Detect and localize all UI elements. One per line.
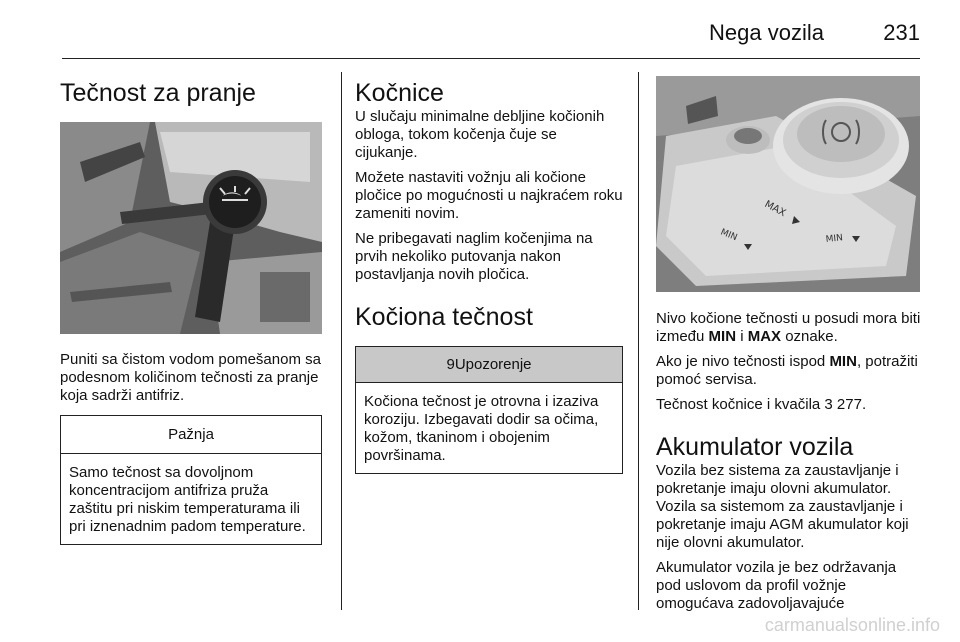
- max-mark-label: MAX: [762, 198, 788, 220]
- warning-triangle-icon: 9: [446, 356, 455, 373]
- low-level-text-b: , potražiti pomoć servisa.: [656, 353, 918, 388]
- washer-reservoir-photo: [60, 122, 322, 334]
- fluid-level-text-b: oznake.: [781, 328, 838, 345]
- battery-text-1: Vozila bez sistema za zaustavljanje i pokretanje imaju olovni akumulator. Vozila sa sistemom za zaustavljanje i pokretanje imaju AGM akumulator koji nije olovni akumulator.: [656, 462, 909, 551]
- column-divider: [341, 72, 342, 610]
- brake-reservoir-illustration: [656, 76, 920, 292]
- column-washer-fluid: [60, 72, 322, 545]
- brakes-text-3: Ne pribegavati naglim kočenjima na prvih nekoliko putovanja nakon postavljanja novih pločica.: [355, 230, 593, 283]
- washer-reservoir-illustration: [60, 122, 322, 334]
- warning-box: [355, 346, 623, 474]
- brakes-text-1: U slučaju minimalne debljine kočionih obloga, tokom kočenja čuje se cijukanje.: [355, 108, 605, 161]
- low-level-min: MIN: [829, 353, 857, 370]
- min-mark-label-left: MIN: [718, 227, 739, 244]
- warning-heading-row: [356, 347, 622, 383]
- fluid-level-min: MIN: [708, 328, 737, 345]
- low-level-text-a: Ako je nivo tečnosti ispod: [656, 353, 830, 370]
- section-title: Nega vozila: [709, 20, 824, 45]
- page-number: 231: [883, 20, 920, 45]
- fluid-reference-text: [656, 396, 922, 414]
- brake-reservoir-photo: [656, 76, 920, 292]
- brakes-text-2: Možete nastaviti vožnju ali kočione pločice po mogućnosti u najkraćem roku zameniti novim.: [355, 169, 623, 222]
- fluid-reference-text-a: Tečnost kočnice i kvačila: [656, 396, 825, 413]
- fluid-level-max: MAX: [747, 328, 782, 345]
- brakes-heading: Kočnice: [355, 79, 444, 107]
- column-brake-fluid-level: [656, 72, 922, 620]
- page-reference-icon: 3: [824, 396, 833, 413]
- notice-box: [60, 415, 322, 545]
- low-level-text: [656, 353, 922, 389]
- battery-text-2: Akumulator vozila je bez održavanja pod uslovom da profil vožnje omogućava zadovoljavajuće: [656, 559, 897, 612]
- notice-body: Samo tečnost sa dovoljnom koncentracijom antifriza pruža zaštitu pri niskim temperaturama ili pri iznenadnim padom temperature.: [69, 464, 306, 535]
- washer-fluid-heading: Tečnost za pranje: [60, 79, 256, 107]
- brake-fluid-heading: Kočiona tečnost: [355, 303, 533, 331]
- notice-heading: Pažnja: [61, 416, 321, 454]
- svg-text:⌒: ⌒: [223, 192, 241, 213]
- fluid-reference-page: 277.: [832, 396, 867, 413]
- warning-heading: Upozorenje: [454, 356, 532, 373]
- battery-heading: Akumulator vozila: [656, 433, 854, 461]
- page-header: [62, 14, 920, 59]
- fluid-level-text-a: Nivo kočione tečnosti u posudi mora biti između: [656, 310, 921, 345]
- fluid-level-text: [656, 310, 922, 346]
- column-brakes: [355, 72, 623, 474]
- fluid-level-text-and: i: [736, 328, 748, 345]
- watermark: carmanualsonline.info: [764, 615, 940, 635]
- min-mark-label-right: MIN: [825, 233, 844, 245]
- washer-fluid-text: Puniti sa čistom vodom pomešanom sa podesnom količinom tečnosti za pranje koja sadrži antifriz.: [60, 351, 321, 404]
- column-divider: [638, 72, 639, 610]
- warning-body: Kočiona tečnost je otrovna i izaziva koroziju. Izbegavati dodir sa očima, kožom, tkaninom i obojenim površinama.: [364, 393, 599, 464]
